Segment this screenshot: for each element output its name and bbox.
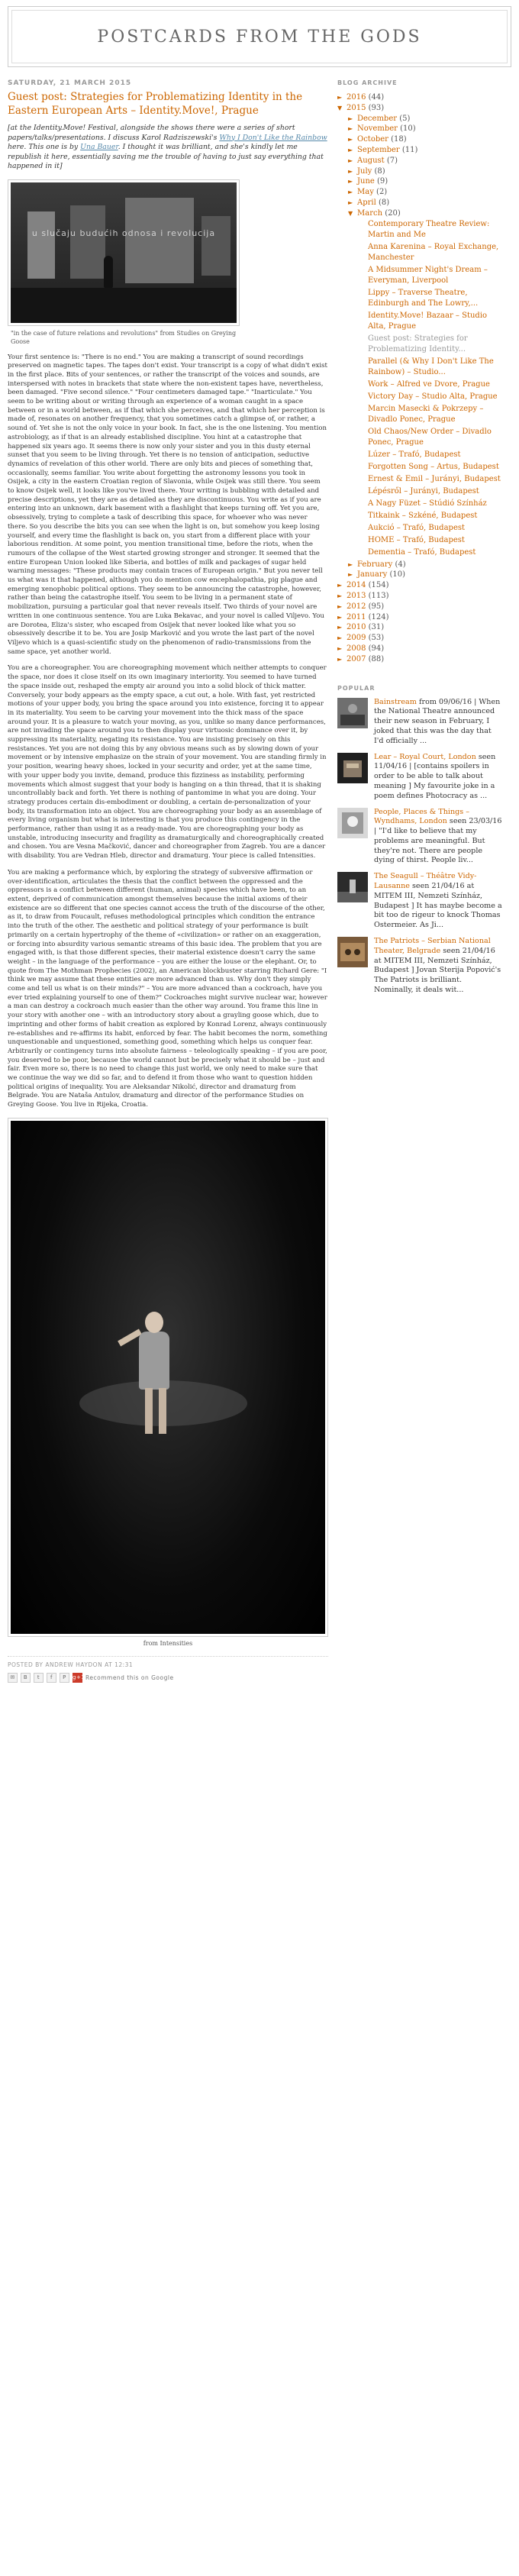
archive-month[interactable] bbox=[337, 114, 502, 124]
archive-post-link[interactable]: Dementia – Trafó, Budapest bbox=[368, 547, 476, 557]
archive-post-link[interactable]: Contemporary Theatre Review: Martin and Me bbox=[368, 219, 490, 239]
popular-post bbox=[337, 872, 502, 931]
popular-post bbox=[337, 937, 502, 996]
dancer-head bbox=[145, 1312, 163, 1333]
archive-count: (113) bbox=[368, 591, 389, 600]
expand-arrow-icon[interactable]: ► bbox=[348, 157, 353, 164]
archive-count: (8) bbox=[374, 166, 385, 176]
archive-month-link[interactable]: August bbox=[357, 156, 385, 165]
google-plus-button[interactable]: g+1 bbox=[73, 1673, 82, 1683]
archive-year-link[interactable]: 2011 bbox=[347, 612, 366, 621]
archive-post[interactable] bbox=[368, 474, 502, 485]
dancer-body bbox=[139, 1332, 169, 1390]
expand-arrow-icon[interactable]: ► bbox=[337, 634, 343, 642]
archive-post[interactable] bbox=[368, 523, 502, 534]
archive-post[interactable] bbox=[368, 404, 502, 425]
popular-post bbox=[337, 698, 502, 747]
archive-year[interactable] bbox=[337, 622, 502, 633]
archive-month[interactable] bbox=[337, 570, 502, 580]
intro-text: . I thought it was brilliant, and she's kindly let me republish it here, essentially saving me the trouble of having to just say everything that happened in it] bbox=[8, 143, 324, 170]
expand-arrow-icon[interactable]: ► bbox=[337, 655, 343, 663]
archive-post[interactable] bbox=[368, 535, 502, 546]
popular-thumbnail[interactable] bbox=[337, 872, 368, 902]
collapse-arrow-icon[interactable]: ▼ bbox=[337, 104, 343, 111]
post-paragraph: You are a choreographer. You are choreographing movement which neither attempts to conquer the space, nor does it close itself on its own imaginary interiority. You seemed to have turned the space inside out, reshaped the empty air around you into a solid block of thick matter. Conversely, your body appears as the empty space, a cut out, a hole. With fast, yet restricted motions of your upper body, you bring the space around you into existence, forcing it to appear in its materiality. You seem to be carving your movement into the thick mass of the space around your. It is a pleasure to watch your moving, as you, unlike so many dance performances, are not invading the space around you to then display your virtuosic dominance over it, by suppressing its materiality, negating its resistance. You are insisting precisely on this resistances. Yet you are not doing this by any obvious means such as by slowing down of your movement or by intensive emphasize on the strain of your movement. You are standing firmly in your position, wearing heavy shoes, locked in your security and order, yet at the same time, with your upper body you invite, demand, produce this fizziness as instability, performing movements which almost suggest that your body is hanging on a thin thread, that it is shaking uncontrollably back and forth. Yet there is nothing of pantomime in what you are doing. Your strategy produces certain dis-embodiment or doubling, a certain de-personalization of your body, its transformation into an object. You are choreographing your body as an assemblage of every living organism but what is interesting is that you produce this contingency in the performance, rather than using it as a ready-made. You are choreographing your body as unstable, introducing insecurity and fragility as dramaturgically and choreographically created and chosen. You are Vesna Mačković, dancer and choreographer from Zagreb. You are a dancer with disability. You are Vedran Hleb, director and dramaturg. Your piece is called Intensities. bbox=[8, 664, 327, 860]
archive-count: (88) bbox=[368, 654, 385, 663]
archive-month[interactable] bbox=[337, 124, 502, 134]
archive-post[interactable] bbox=[368, 486, 502, 497]
expand-arrow-icon[interactable]: ► bbox=[348, 560, 353, 568]
blog-archive bbox=[337, 92, 502, 665]
archive-month-link[interactable]: September bbox=[357, 145, 400, 154]
archive-post-link[interactable]: Identity.Move! Bazaar – Studio Alta, Prague bbox=[368, 311, 488, 331]
studies-on-greying-goose-photo[interactable] bbox=[8, 179, 240, 326]
archive-post-link[interactable]: Work – Alfred ve Dvore, Prague bbox=[368, 379, 490, 389]
popular-post-snippet: seen 21/04/16 at MITEM III, Nemzeti Színház, Budapest ] Jovan Sterija Popović's The Patriots is brilliant. Nominally, it deals wit... bbox=[374, 946, 501, 995]
archive-post[interactable] bbox=[368, 379, 502, 390]
photo-window bbox=[201, 216, 230, 276]
archive-count: (93) bbox=[368, 103, 385, 112]
archive-count: (11) bbox=[401, 145, 418, 154]
archive-post[interactable] bbox=[368, 499, 502, 509]
dancer-leg bbox=[159, 1388, 166, 1434]
archive-post-link[interactable]: A Nagy Füzet – Stúdió Színház bbox=[368, 499, 487, 508]
archive-post-link[interactable]: HOME – Trafó, Budapest bbox=[368, 535, 465, 544]
blog-header-inner bbox=[11, 10, 508, 63]
main-column bbox=[8, 79, 328, 1683]
archive-month-link[interactable]: February bbox=[357, 560, 393, 569]
posted-by[interactable]: POSTED BY ANDREW HAYDON AT 12:31 bbox=[8, 1661, 134, 1668]
expand-arrow-icon[interactable]: ► bbox=[337, 602, 343, 610]
post-date: SATURDAY, 21 MARCH 2015 bbox=[8, 79, 132, 87]
popular-post-link[interactable]: Bainstream bbox=[374, 697, 417, 706]
archive-posts-container bbox=[337, 219, 502, 558]
photo-window bbox=[27, 211, 55, 279]
expand-arrow-icon[interactable]: ► bbox=[348, 167, 353, 175]
archive-count: (124) bbox=[368, 612, 389, 621]
archive-count: (94) bbox=[368, 644, 385, 653]
photo-caption: "in the case of future relations and revolutions" from Studies on Greying Goose bbox=[11, 329, 237, 345]
photo-floor bbox=[11, 288, 237, 323]
expand-arrow-icon[interactable]: ► bbox=[348, 115, 353, 122]
expand-arrow-icon[interactable]: ► bbox=[348, 146, 353, 153]
archive-year[interactable] bbox=[337, 654, 502, 665]
archive-post[interactable] bbox=[368, 511, 502, 521]
popular-post-snippet: seen 21/04/16 at MITEM III, Nemzeti Színház, Budapest ] It has maybe become a bit too de rigeur to knock Thomas Ostermeier. As Ji... bbox=[374, 882, 502, 930]
popular-post-text bbox=[374, 753, 502, 802]
post-paragraph: You are making a performance which, by exploring the strategy of subversive affirmation or over-identification, articulates the thesis that the conflict between the oppressed and the oppressors is a conflict between different (human, animal) species which have been, to an extent, deprived of communication amongst themselves because the initial axioms of their existence are so different that one species cannot access the truth of the discourse of the other, as it, to draw from Foucault, refuses methodological principles which condition the entrance into the truth of the other. The aesthetic and political strategy of your performance is built primarily on a certain hypertrophy of the theme of «civilization» or rather on an exaggeration, or forcing into absurdity various semantic streams of this basic idea. The problem that you are engaged with, is that those different species, their material existence doesn't carry the same weight – in the language of the performance – you are either the louse or the elephant. Or, to quote from The Mothman Prophecies (2002), an American blockbuster starring Richard Gere: "I think we may assume that these entities are more advanced than us. Why don't they simply come and tell us what is on their minds?" – You are more advanced than a cockroach, have you ever tried explaining yourself to one of them?" Cockroaches might survive nuclear war, however a man can destroy a cockroach much easier than the other way around. You frame this line in your story with another one – with an introductory story about a grayling goose which, due to imprinting and other forms of habit creation as explored by Konrad Lorenz, always continuously re-establishes and re-affirms its habit, enforced by fear. The habit becomes the norm, something unquestionable and unquestioned, something good, something which helps us conquer fear. Arbitrarily or contingency turns into absolute fairness – teleologically speaking – if you are poor, you deserved to be poor, because the world cannot but be precisely what it should be – just and fair. Even more so, there is no need to change this just world, we only need to make sure that we continue the way we did so far, and to defend it from those who want to question hidden political origins of inequality. You are Aleksandar Nikolić, director and dramaturg from Belgrade. You are Nataša Antulov, dramaturg and director of the performance Studies on Greying Goose. You live in Rijeka, Croatia. bbox=[8, 868, 327, 1109]
archive-year[interactable] bbox=[337, 602, 502, 612]
intensities-photo[interactable] bbox=[8, 1118, 328, 1637]
archive-year[interactable] bbox=[337, 591, 502, 602]
expand-arrow-icon[interactable]: ► bbox=[337, 582, 343, 589]
photo-window bbox=[70, 205, 105, 279]
popular-post-link[interactable]: Lear – Royal Court, London bbox=[374, 752, 476, 761]
archive-month[interactable] bbox=[337, 560, 502, 570]
photo-caption: from Intensities bbox=[143, 1639, 193, 1647]
popular-post-text bbox=[374, 872, 502, 931]
archive-count: (95) bbox=[368, 602, 385, 611]
popular-post bbox=[337, 808, 502, 867]
una-bauer-link[interactable]: Una Bauer bbox=[80, 143, 118, 151]
archive-year-link[interactable]: 2015 bbox=[347, 103, 366, 112]
archive-posts bbox=[337, 219, 502, 558]
popular-post-snippet: seen 11/04/16 | [contains spoilers in order to be able to talk about meaning ] My favourite joke in a poem defines Photocracy as ... bbox=[374, 752, 496, 800]
archive-post[interactable] bbox=[368, 462, 502, 473]
archive-month[interactable] bbox=[337, 187, 502, 198]
archive-count: (9) bbox=[377, 177, 388, 186]
archive-month-link[interactable]: December bbox=[357, 114, 398, 123]
popular-post-text bbox=[374, 808, 502, 867]
archive-post-link[interactable]: Titkaink – Szkéné, Budapest bbox=[368, 511, 478, 520]
popular-heading: POPULAR bbox=[337, 684, 376, 692]
archive-count: (4) bbox=[395, 560, 406, 569]
photo-content bbox=[11, 182, 237, 323]
archive-month[interactable] bbox=[337, 176, 502, 187]
twitter-icon[interactable]: t bbox=[34, 1673, 44, 1683]
archive-post-current[interactable] bbox=[368, 334, 502, 355]
archive-year-link[interactable]: 2009 bbox=[347, 634, 366, 643]
archive-count: (10) bbox=[389, 570, 405, 579]
archive-year-link[interactable]: 2013 bbox=[347, 591, 366, 600]
archive-month-link[interactable]: October bbox=[357, 135, 388, 144]
archive-count: (53) bbox=[368, 634, 385, 643]
recommend-text: Recommend this on Google bbox=[85, 1674, 174, 1681]
popular-thumbnail[interactable] bbox=[337, 698, 368, 728]
popular-thumbnail[interactable] bbox=[337, 753, 368, 783]
archive-post-link[interactable]: Old Chaos/New Order – Divadlo Ponec, Prague bbox=[368, 427, 492, 447]
archive-post-link[interactable]: Lépésről – Jurányi, Budapest bbox=[368, 486, 479, 496]
expand-arrow-icon[interactable]: ► bbox=[348, 136, 353, 144]
expand-arrow-icon[interactable]: ► bbox=[337, 592, 343, 599]
archive-post-link[interactable]: Parallel (& Why I Don't Like The Rainbow) – Studio... bbox=[368, 357, 494, 376]
archive-heading: BLOG ARCHIVE bbox=[337, 79, 398, 86]
archive-count: (154) bbox=[368, 581, 389, 590]
columns bbox=[8, 79, 511, 1683]
expand-arrow-icon[interactable]: ► bbox=[348, 571, 353, 579]
dancer-leg bbox=[145, 1388, 153, 1434]
archive-post[interactable] bbox=[368, 242, 502, 263]
archive-year[interactable] bbox=[337, 633, 502, 644]
sidebar bbox=[337, 79, 502, 1683]
archive-post[interactable] bbox=[368, 450, 502, 460]
archive-year[interactable] bbox=[337, 103, 502, 114]
expand-arrow-icon[interactable]: ► bbox=[337, 644, 343, 652]
archive-month-link[interactable]: March bbox=[357, 208, 383, 218]
facebook-icon[interactable]: f bbox=[47, 1673, 56, 1683]
archive-month[interactable] bbox=[337, 134, 502, 145]
expand-arrow-icon[interactable]: ► bbox=[348, 178, 353, 186]
archive-year-link[interactable]: 2007 bbox=[347, 654, 366, 663]
archive-count: (44) bbox=[368, 93, 385, 102]
archive-post-link[interactable]: A Midsummer Night's Dream – Everyman, Liverpool bbox=[368, 265, 488, 285]
archive-post[interactable] bbox=[368, 311, 502, 332]
archive-month-link[interactable]: June bbox=[357, 177, 375, 186]
popular-post-text bbox=[374, 937, 502, 996]
archive-count: (18) bbox=[391, 135, 407, 144]
archive-post-link[interactable]: Ernest & Emil – Jurányi, Budapest bbox=[368, 474, 501, 483]
post-intro bbox=[8, 124, 328, 172]
popular-post-link[interactable]: The Seagull – Théâtre Vidy-Lausanne bbox=[374, 872, 477, 891]
archive-year-link[interactable]: 2014 bbox=[347, 581, 366, 590]
archive-count: (20) bbox=[385, 208, 401, 218]
post-paragraph: Your first sentence is: "There is no end." You are making a transcript of sound recordings preserved on magnetic tapes. The tapes don't exist. Your transcript is a copy of what didn't exist in the first place. Bits of your sentences, or rather the transcript of the voices and sounds, are interspersed with notes in brackets that state where the non-existent tapes have, nevertheless, been damaged. "Five second silence." "Four centimeters damaged tape." "Inarticulate." You seem to be writing about or writing through an experience of a woman caught in a space between or in a world between, as if that which she perceives, and that which her perception is made of, resonates on another frequency, that you sometimes catch a glimpse of, or rather, a sound of. Yet she is not the only voice in your book. In fact, she is the one listening. You mention astrobiology, as if that is an already established discipline. You hint at a catastrophe that happened six years ago. It seems there is now only your sister and you in this dusty eternal sunset that you seem to be living through. Yet there is no tension of anticipation, seductive dynamics of revelation of this other world. There are only bits and pieces of something that, occasionally, seems familiar. You write about forgetting the astronomy lessons you took in Osijek, a city in the eastern Croatian region of Slavonia, while Osijek was still there. You seem to know Osijek well, it looks like you've lived there. Your writing is bubbling with detailed and precise descriptions, yet they are as detailed as they are discontinuous. You write as if you are entering into an unknown, dark basement with a flashlight that keeps turning off. Yet you are, obsessively, trying to complete a task of describing this space, for whoever who was never there. So you describe the bits you can see when the light is on, but somehow you keep losing yourself, and every time the flashlight is back on, you start from a different place with your laborious rendition. At some point, you mention transitional time, before the riots, when the rumours of the collapse of the West started growing stronger and stronger. It seemed that the entire European Union looked like Siberia, and bottles of milk and packages of sugar held warning messages: "These products may contain traces of European origin." But you never tell us what was it that happened, although you do mention cow encephalopathia, pig plague and emerging xenophobic political options. They seem to be announcing the catastrophe, however, rather than being the catastrophe itself. You seem to be living in a permanent state of mobilization, pursuing a particular goal that never reveals itself. Two thirds of your novel are written in one continuous sentence. You are Luka Bekavac, and your novel is called Viljevo. You are Dorotea, Eliza's sister, who escaped from Osijek that never looked like what you so obsessively describe it to be. You are Josip Marković and you wrote the last part of the novel Viljevo which is a quasi-scientific study on the phenomenon of radio-transmissions from the same space, yet another world. bbox=[8, 353, 327, 656]
post-title[interactable]: Guest post: Strategies for Problematizing Identity in the Eastern European Arts – Identity.Move!, Prague bbox=[8, 91, 303, 117]
archive-count: (8) bbox=[379, 198, 390, 207]
archive-post-link[interactable]: Lúzer – Trafó, Budapest bbox=[368, 450, 461, 459]
archive-month[interactable] bbox=[337, 208, 502, 219]
expand-arrow-icon[interactable]: ► bbox=[337, 624, 343, 631]
share-row bbox=[8, 1673, 328, 1683]
archive-year[interactable] bbox=[337, 644, 502, 654]
popular-post-snippet: from 09/06/16 | When the National Theatre announced their new season in February, I joked that this was the day that I'd officially ... bbox=[374, 697, 501, 745]
expand-arrow-icon[interactable]: ► bbox=[348, 189, 353, 196]
post-footer bbox=[8, 1656, 328, 1683]
archive-month-link[interactable]: May bbox=[357, 188, 374, 197]
archive-year-link[interactable]: 2010 bbox=[347, 623, 366, 632]
archive-post-link[interactable]: Anna Karenina – Royal Exchange, Manchester bbox=[368, 242, 499, 262]
archive-post[interactable] bbox=[368, 265, 502, 286]
collapse-arrow-icon[interactable]: ▼ bbox=[348, 209, 353, 217]
archive-year-link[interactable]: 2016 bbox=[347, 93, 366, 102]
popular-post-text bbox=[374, 698, 502, 747]
archive-count: (2) bbox=[376, 188, 388, 197]
archive-month-link[interactable]: November bbox=[357, 124, 398, 134]
archive-post-link[interactable]: Forgotten Song – Artus, Budapest bbox=[368, 462, 499, 471]
archive-year-link[interactable]: 2012 bbox=[347, 602, 366, 611]
archive-month-link[interactable]: April bbox=[357, 198, 376, 207]
popular-thumbnail[interactable] bbox=[337, 808, 368, 838]
photo-figure bbox=[104, 256, 113, 288]
archive-post-link[interactable]: Marcin Masecki & Pokrzepy – Divadlo Ponec, Prague bbox=[368, 404, 484, 424]
archive-month[interactable] bbox=[337, 156, 502, 166]
archive-post[interactable] bbox=[368, 547, 502, 558]
archive-year[interactable] bbox=[337, 92, 502, 103]
archive-year[interactable] bbox=[337, 612, 502, 623]
archive-post[interactable] bbox=[368, 392, 502, 402]
popular-posts bbox=[337, 685, 502, 996]
expand-arrow-icon[interactable]: ► bbox=[348, 199, 353, 206]
blog-header bbox=[8, 6, 511, 67]
archive-post-link[interactable]: Lippy – Traverse Theatre, Edinburgh and The Lowry,... bbox=[368, 288, 479, 308]
archive-post-link[interactable]: Aukció – Trafó, Budapest bbox=[368, 523, 466, 532]
archive-count: (7) bbox=[386, 156, 398, 165]
expand-arrow-icon[interactable]: ► bbox=[348, 125, 353, 133]
archive-post[interactable] bbox=[368, 219, 502, 240]
archive-count: (31) bbox=[368, 623, 385, 632]
intro-text: [at the Identity.Move! Festival, alongside the shows there were a series of short papers/talks/presentations. I discuss Karol Radziszewski's bbox=[8, 124, 295, 142]
popular-post-snippet: seen 23/03/16 | "I'd like to believe that my problems are meaningful. But they're not. There are people dying of thirst. People liv... bbox=[374, 817, 502, 865]
archive-month[interactable] bbox=[337, 145, 502, 156]
archive-count: (5) bbox=[399, 114, 411, 123]
archive-month[interactable] bbox=[337, 198, 502, 208]
archive-month-link[interactable]: January bbox=[357, 570, 388, 579]
archive-post[interactable] bbox=[368, 427, 502, 448]
blog-title[interactable]: POSTCARDS FROM THE GODS bbox=[97, 27, 422, 47]
rainbow-link[interactable]: Why I Don't Like the Rainbow bbox=[219, 133, 327, 142]
archive-year-link[interactable]: 2008 bbox=[347, 644, 366, 653]
popular-post-link[interactable]: People, Places & Things – Wyndhams, London bbox=[374, 807, 470, 826]
archive-post-link[interactable]: Victory Day – Studio Alta, Prague bbox=[368, 392, 498, 401]
popular-thumbnail[interactable] bbox=[337, 937, 368, 967]
archive-post[interactable] bbox=[368, 357, 502, 378]
expand-arrow-icon[interactable]: ► bbox=[337, 613, 343, 621]
expand-arrow-icon[interactable]: ► bbox=[337, 94, 343, 101]
pinterest-icon[interactable]: P bbox=[60, 1673, 69, 1683]
archive-post[interactable] bbox=[368, 288, 502, 309]
archive-month[interactable] bbox=[337, 166, 502, 177]
archive-month-link[interactable]: July bbox=[357, 166, 372, 176]
archive-post-link[interactable]: Guest post: Strategies for Problematizing Identity... bbox=[368, 334, 468, 353]
blog-this-icon[interactable]: B bbox=[21, 1673, 31, 1683]
popular-post-link[interactable]: The Patriots – Serbian National Theater, Belgrade bbox=[374, 937, 491, 955]
archive-count: (10) bbox=[400, 124, 416, 134]
post-body bbox=[8, 353, 328, 1110]
email-icon[interactable]: ✉ bbox=[8, 1673, 18, 1683]
photo-content bbox=[11, 1121, 325, 1634]
popular-post bbox=[337, 753, 502, 802]
photo-overlay-text: u slučaju budućih odnosa i revolucija bbox=[31, 228, 216, 238]
intro-text: here. This one is by bbox=[8, 143, 81, 151]
archive-year[interactable] bbox=[337, 580, 502, 591]
photo-window bbox=[125, 198, 194, 283]
